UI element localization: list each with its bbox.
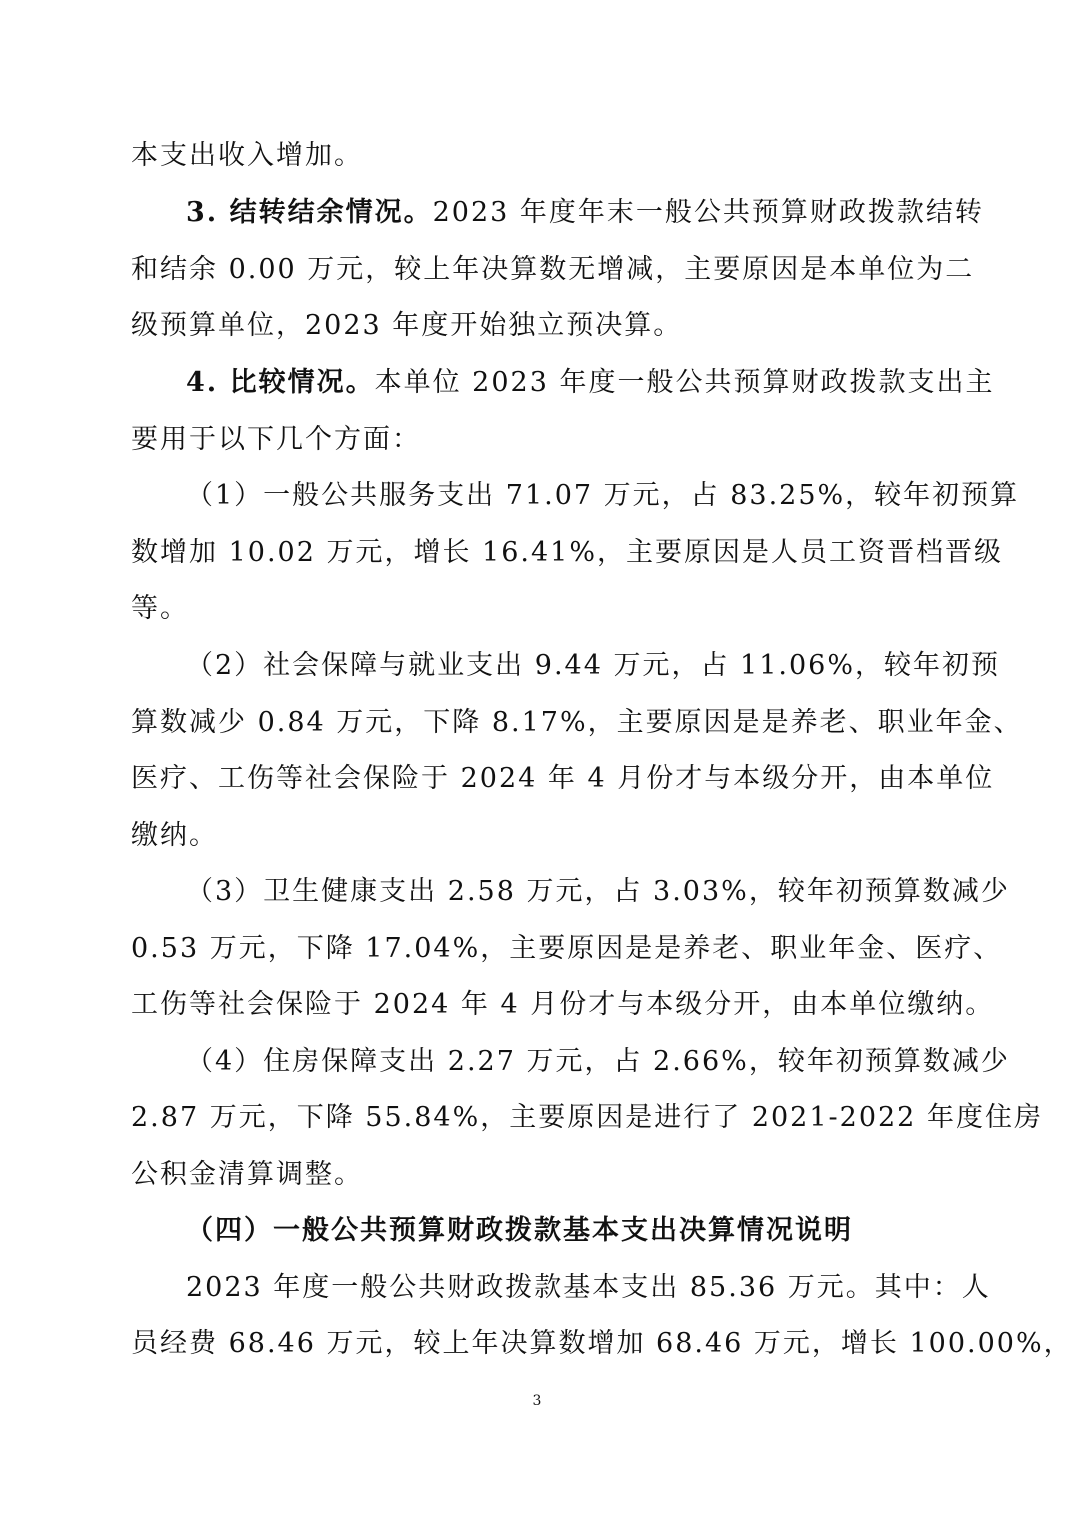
line-text: 本支出收入增加。 — [131, 140, 363, 171]
body-text-line — [131, 929, 1002, 969]
line-text: 员经费 68.46 万元，较上年决算数增加 68.46 万元，增长 100.00%， — [131, 1328, 1073, 1359]
list-item-health — [186, 872, 1010, 912]
section-lead: 4. 比较情况。 — [186, 367, 375, 398]
list-item-general-public-services — [186, 476, 1019, 516]
body-text-line — [131, 1155, 363, 1195]
line-text: 和结余 0.00 万元，较上年决算数无增减，主要原因是本单位为二 — [131, 254, 975, 285]
paragraph-carryover-balance — [186, 193, 984, 233]
body-text-line — [131, 816, 218, 856]
page-number: 3 — [532, 1393, 542, 1409]
body-text-line — [131, 250, 974, 290]
body-text-line — [131, 703, 1023, 743]
body-text-line — [131, 1098, 1043, 1138]
line-text: 等。 — [131, 593, 189, 624]
section-heading — [186, 1211, 853, 1251]
line-text: （2）社会保障与就业支出 9.44 万元，占 11.06%，较年初预 — [186, 650, 1000, 681]
body-text-line — [131, 136, 363, 176]
list-item-housing — [186, 1042, 1010, 1082]
body-text-line — [131, 420, 421, 460]
line-text: 公积金清算调整。 — [131, 1159, 363, 1190]
line-text: 本单位 2023 年度一般公共预算财政拨款支出主 — [374, 367, 995, 398]
body-text-line — [131, 533, 1003, 573]
line-text: 2023 年度一般公共财政拨款基本支出 85.36 万元。其中：人 — [186, 1272, 991, 1303]
line-text: 缴纳。 — [131, 820, 218, 851]
line-text: 0.53 万元，下降 17.04%，主要原因是是养老、职业年金、医疗、 — [131, 933, 1003, 964]
paragraph-basic-expenditure — [186, 1268, 991, 1308]
line-text: （1）一般公共服务支出 71.07 万元，占 83.25%，较年初预算 — [186, 480, 1020, 511]
line-text: （3）卫生健康支出 2.58 万元，占 3.03%，较年初预算数减少 — [186, 876, 1010, 907]
section-lead: 3. 结转结余情况。 — [186, 197, 433, 228]
heading-text: （四）一般公共预算财政拨款基本支出决算情况说明 — [186, 1215, 853, 1246]
line-text: 2.87 万元，下降 55.84%，主要原因是进行了 2021-2022 年度住房 — [131, 1102, 1043, 1133]
list-item-social-security — [186, 646, 1000, 686]
line-text: 医疗、工伤等社会保险于 2024 年 4 月份才与本级分开，由本单位 — [131, 763, 995, 794]
line-text: 级预算单位，2023 年度开始独立预决算。 — [131, 310, 683, 341]
body-text-line — [131, 589, 189, 629]
line-text: 要用于以下几个方面： — [131, 424, 421, 455]
paragraph-comparison — [186, 363, 994, 403]
line-text: 数增加 10.02 万元，增长 16.41%，主要原因是人员工资晋档晋级 — [131, 537, 1003, 568]
body-text-line — [131, 759, 994, 799]
body-text-line — [131, 1324, 1073, 1364]
line-text: （4）住房保障支出 2.27 万元，占 2.66%，较年初预算数减少 — [186, 1046, 1010, 1077]
line-text: 2023 年度年末一般公共预算财政拨款结转 — [432, 197, 984, 228]
body-text-line — [131, 985, 994, 1025]
line-text: 工伤等社会保险于 2024 年 4 月份才与本级分开，由本单位缴纳。 — [131, 989, 995, 1020]
line-text: 算数减少 0.84 万元，下降 8.17%，主要原因是是养老、职业年金、 — [131, 707, 1023, 738]
body-text-line — [131, 306, 682, 346]
